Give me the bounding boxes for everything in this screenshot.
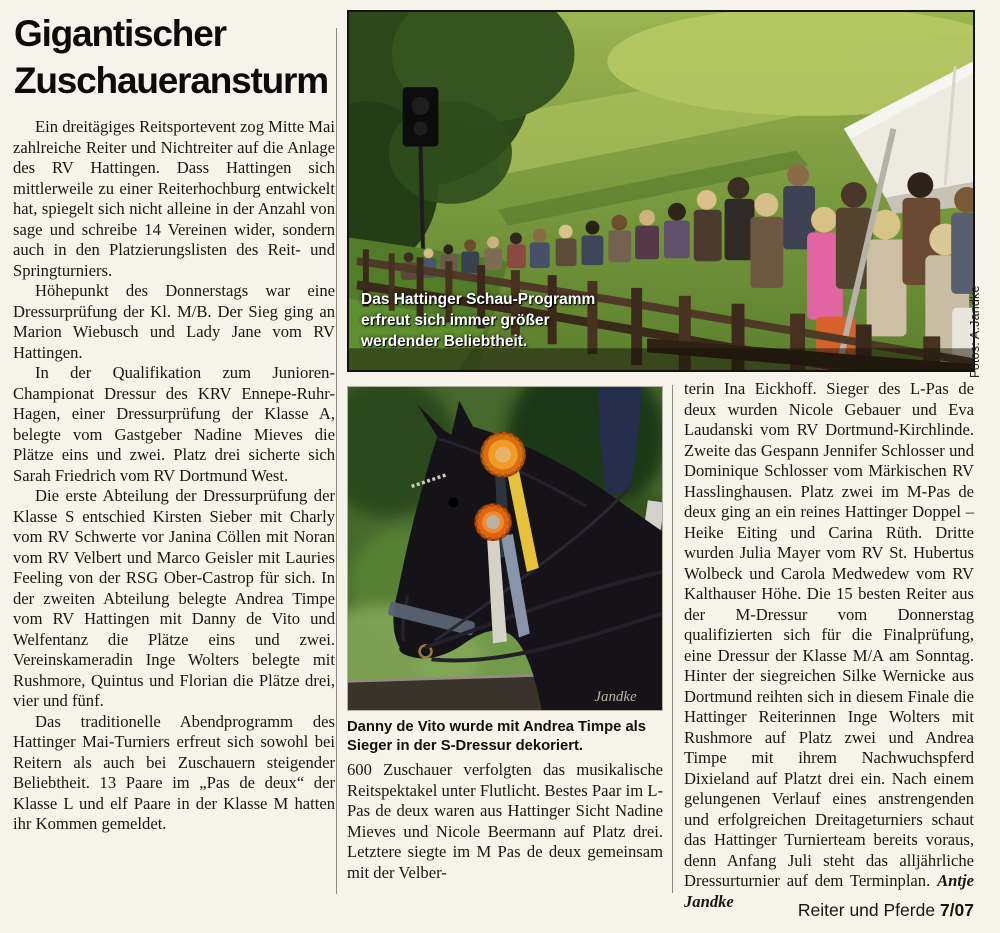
paragraph: Das traditionelle Abendprogramm des Hattinger Mai-Turniers erfreut sich sowohl bei Reitern als auch bei Zuschauern steigender Beliebtheit. 13 Paare im „Pas de deux“ der Klasse L und elf Paare in der Klasse M hatten ihr Kommen gemeldet. (13, 711, 335, 833)
magazine-name: Reiter und Pferde (797, 900, 940, 920)
page-footer (798, 900, 974, 921)
right-column (684, 379, 974, 912)
rosette-upper (481, 433, 525, 477)
column-rule-left (336, 28, 337, 894)
column-rule-right (672, 385, 673, 893)
paragraph: 600 Zuschauer verfolgten das musikalische Reitspektakel unter Flutlicht. Bestes Paar im L-Pas de deux waren aus Hattinger Sicht Nadine Mieves und Nicole Beermann auf Platz drei. Letztere siegte im M Pas de deux gemeinsam mit der Velber- (347, 760, 663, 882)
horse-photo-caption: Danny de Vito wurde mit Andrea Timpe als Sieger in der S-Dressur dekoriert. (347, 719, 647, 754)
crowd-photo (347, 10, 975, 372)
horse-photo (347, 386, 663, 711)
paragraph (684, 379, 974, 912)
caption-line: erfreut sich immer größer (361, 312, 550, 329)
author-byline: Antje Jandke (684, 871, 974, 911)
rosette-lower (475, 504, 511, 540)
photographer-watermark: Jandke (594, 689, 637, 706)
headline-line2: Zuschaueransturm (14, 60, 328, 101)
caption-line: Das Hattinger Schau-Programm (361, 291, 596, 308)
photo-credit: Fotos: A.Jandke (968, 285, 982, 378)
paragraph: In der Qualifikation zum Junioren-Championat Dressur des KRV Ennepe-Ruhr-Hagen, einer Dressurprüfung der Klasse A, belegte vom Gastgeber Nadine Mieves die Plätze eins und zwei. Platz drei sicherte sich Sarah Friedrich vom RV Dortmund West. (13, 363, 335, 485)
horse-photo-illustration (348, 387, 662, 710)
paragraph: Ein dreitägiges Reitsportevent zog Mitte Mai zahlreiche Reiter und Nichtreiter auf die Anlage des RV Hattingen. Dass Hattingen sich mittlerweile zu einer Reiterhochburg entwickelt hat, spiegelt sich nicht alleine in der Anzahl von sage und schreibe 14 Vereinen wider, sondern auch in den Platzierungslisten des Reit- und Springturniers. (13, 117, 336, 280)
article-headline (14, 10, 336, 104)
paragraph-text: terin Ina Eickhoff. Sieger des L-Pas de deux wurden Nicole Gebauer und Eva Laudanski vom RV Dortmund-Kirchlinde. Zweite das Gespann Jennifer Schlosser und Dominique Schlosser vom Märkischen RV Hasslinghausen. Platz zwei im M-Pas de deux ging an ein reines Hattinger Doppel – Heike Eiting und Carina Rüth. Dritte wurden Julia Mayer vom RV St. Hubertus Wolbeck und Carola Medwedew vom RV Kalthauser Höhe. Die 15 besten Reiter aus der M-Dressur vom Donnerstag qualifizierten sich für die Finalprüfung, eine Dressur der Klasse M/A am Sonntag. Hinter der siegreichen Silke Wernicke aus Dortmund reihten sich in diesem Finale die Hattinger Reiterinnen Inge Wolters mit Rushmore auf Platz zwei und Andrea Timpe mit ihrem Nachwuchspferd Dixieland auf Platzt drei ein. Nach einem gelungenen Verlauf eines anstrengenden und erfolgreichen Dreitageturniers schaut das Hattinger Turnierteam bereits voraus, denn Anfang Juli steht das alljährliche Dressurturnier auf dem Terminplan. (684, 379, 974, 890)
crowd-photo-caption (361, 289, 595, 352)
left-column (13, 117, 335, 835)
caption-line: werdender Beliebtheit. (361, 333, 528, 350)
paragraph: Höhepunkt des Donnerstags war eine Dressurprüfung der Kl. M/B. Der Sieg ging an Marion Wiebusch und Lady Jane vom RV Hattingen. (13, 281, 335, 362)
paragraph: Die erste Abteilung der Dressurprüfung der Klasse S entschied Kirsten Sieber mit Charly vom RV Schwerte vor Janina Cöllen mit Noran vom RV Velbert und Marco Geisler mit Lauries Feeling von der RSG Ober-Castrop für sich. In der zweiten Abteilung belegte Andrea Timpe vom RV Hattingen mit Danny de Vito und Welfentanz die Plätze eins und zwei. Vereinskameradin Inge Wolters belegte mit Rushmore, Quintus und Florian die Plätze drei, vier und fünf. (13, 486, 335, 710)
issue-number: 7/07 (939, 900, 974, 920)
middle-column (347, 760, 663, 883)
headline-line1: Gigantischer (14, 13, 226, 54)
